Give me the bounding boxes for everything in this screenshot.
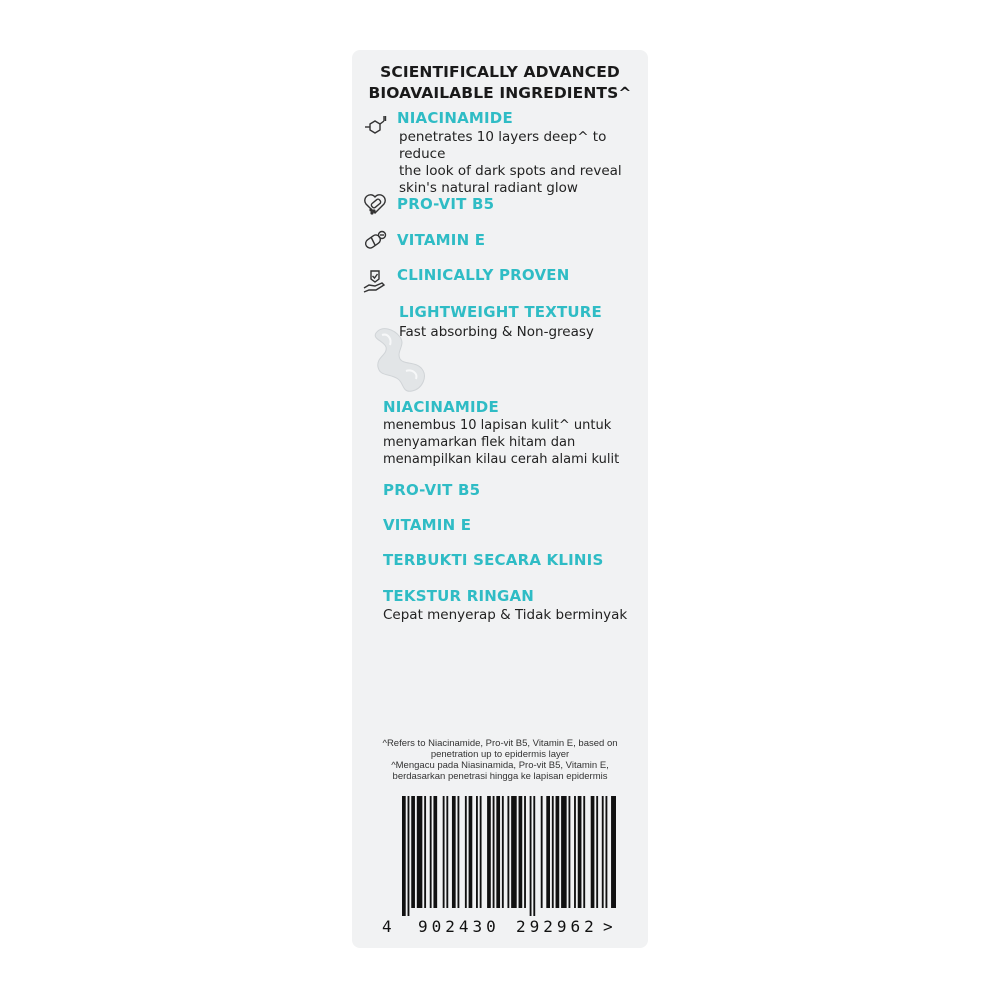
barcode-bar xyxy=(546,796,550,908)
barcode-bar xyxy=(533,796,535,916)
barcode xyxy=(400,796,616,916)
niacinamide-desc-en-line-2: the look of dark spots and reveal xyxy=(399,163,622,179)
barcode-bar xyxy=(458,796,460,908)
texture-desc-en: Fast absorbing & Non-greasy xyxy=(399,324,594,340)
barcode-end-mark: > xyxy=(603,917,613,936)
barcode-bar xyxy=(507,796,509,908)
barcode-digits-left: 902430 xyxy=(418,917,500,936)
barcode-bar xyxy=(561,796,567,908)
product-info-panel xyxy=(352,50,648,948)
footnote-line-3: ^Mengacu pada Niasinamida, Pro-vit B5, Vitamin E, xyxy=(391,760,609,771)
barcode-bar xyxy=(511,796,517,908)
barcode-bar xyxy=(574,796,576,908)
capsule-icon xyxy=(362,228,388,254)
niacinamide-desc-en-line-1: penetrates 10 layers deep^ to reduce xyxy=(399,129,607,162)
footnote-line-1: ^Refers to Niacinamide, Pro-vit B5, Vitamin E, based on xyxy=(382,738,618,749)
barcode-bar xyxy=(452,796,456,908)
barcode-bar xyxy=(524,796,526,908)
barcode-bar xyxy=(476,796,478,908)
barcode-bar xyxy=(496,796,500,908)
barcode-bar xyxy=(402,796,406,916)
barcode-bar xyxy=(411,796,415,908)
heart-bandage-icon xyxy=(362,191,388,217)
niacinamide-desc-id xyxy=(383,417,619,468)
texture-title-en: LIGHTWEIGHT TEXTURE xyxy=(399,303,602,321)
provit-title-id: PRO-VIT B5 xyxy=(383,481,481,499)
clinical-title-id: TERBUKTI SECARA KLINIS xyxy=(383,551,604,569)
barcode-bar xyxy=(606,796,608,908)
barcode-bar xyxy=(541,796,543,908)
barcode-bar xyxy=(493,796,495,908)
niacinamide-title-id: NIACINAMIDE xyxy=(383,398,499,416)
texture-title-id: TEKSTUR RINGAN xyxy=(383,587,535,605)
barcode-bar xyxy=(487,796,491,908)
barcode-bar xyxy=(446,796,448,908)
niacinamide-title-en: NIACINAMIDE xyxy=(397,109,513,127)
barcode-bar xyxy=(424,796,426,908)
barcode-bar xyxy=(433,796,437,908)
heading-line-1: SCIENTIFICALLY ADVANCED xyxy=(380,63,620,81)
barcode-bar xyxy=(556,796,560,908)
cream-swatch-icon xyxy=(372,325,432,395)
footnote-line-4: berdasarkan penetrasi hingga ke lapisan epidermis xyxy=(392,771,608,782)
barcode-bar xyxy=(611,796,616,908)
footnote xyxy=(362,738,638,782)
barcode-bar xyxy=(469,796,473,908)
barcode-bar xyxy=(578,796,582,908)
provit-title-en: PRO-VIT B5 xyxy=(397,195,495,213)
texture-desc-id: Cepat menyerap & Tidak berminyak xyxy=(383,607,628,623)
barcode-digits-right: 292962 xyxy=(516,917,598,936)
barcode-bar xyxy=(480,796,482,908)
vitamine-title-en: VITAMIN E xyxy=(397,231,486,249)
barcode-bar xyxy=(591,796,595,908)
barcode-bar xyxy=(552,796,554,908)
niacinamide-desc-id-line-3: menampilkan kilau cerah alami kulit xyxy=(383,452,620,467)
section-heading xyxy=(352,62,648,104)
hand-shield-icon xyxy=(362,268,388,294)
barcode-bar xyxy=(519,796,523,908)
barcode-bar xyxy=(583,796,585,908)
molecule-icon xyxy=(362,114,388,140)
barcode-bar xyxy=(602,796,604,908)
barcode-bar xyxy=(417,796,423,908)
footnote-line-2: penetration up to epidermis layer xyxy=(430,749,570,760)
niacinamide-desc-id-line-1: menembus 10 lapisan kulit^ untuk xyxy=(383,418,612,433)
vitamine-title-id: VITAMIN E xyxy=(383,516,472,534)
niacinamide-desc-en xyxy=(399,129,648,197)
barcode-bar xyxy=(465,796,467,908)
barcode-bar xyxy=(430,796,432,908)
clinical-title-en: CLINICALLY PROVEN xyxy=(397,266,570,284)
barcode-bar xyxy=(596,796,598,908)
niacinamide-desc-id-line-2: menyamarkan flek hitam dan xyxy=(383,435,576,450)
heading-line-2: BIOAVAILABLE INGREDIENTS^ xyxy=(368,84,632,102)
barcode-bar xyxy=(502,796,504,908)
barcode-digit-first: 4 xyxy=(382,917,392,936)
barcode-bar xyxy=(530,796,532,916)
barcode-bar xyxy=(569,796,571,908)
niacinamide-desc-en-line-3: skin's natural radiant glow xyxy=(399,180,578,196)
barcode-bar xyxy=(408,796,410,916)
barcode-bar xyxy=(443,796,445,908)
